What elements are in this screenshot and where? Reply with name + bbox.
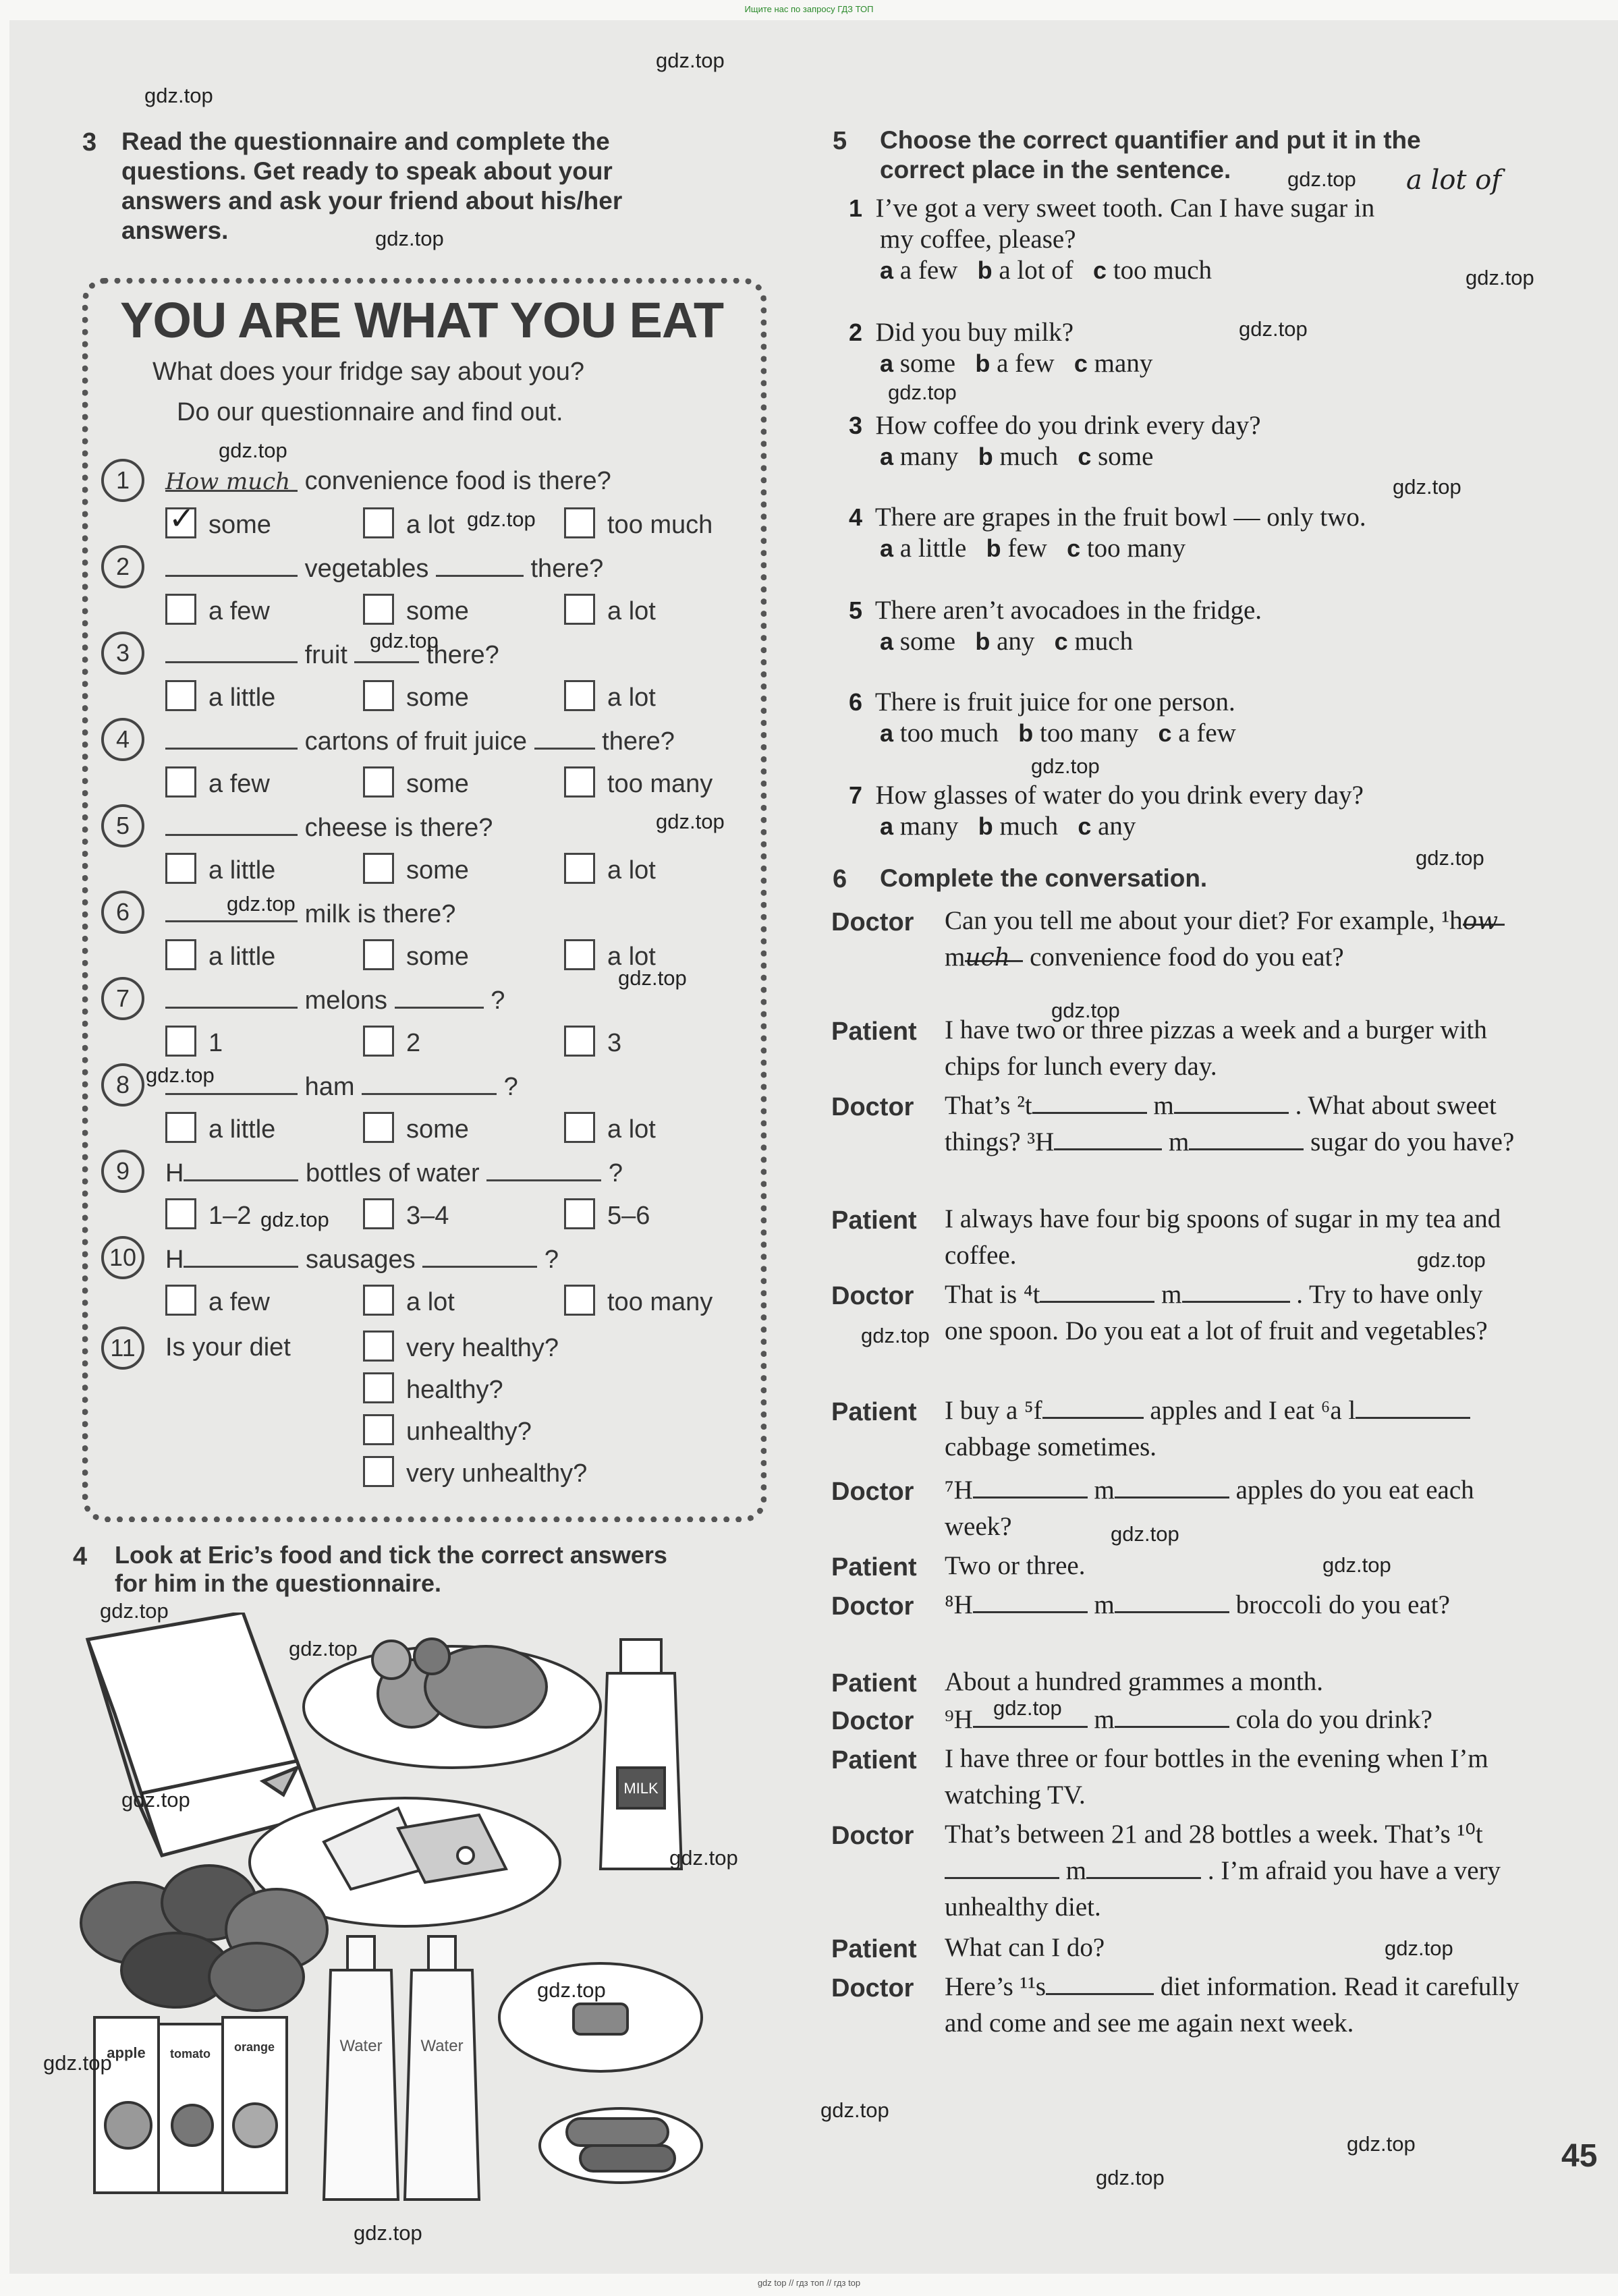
checkbox[interactable] [363, 1372, 394, 1403]
speaker-doctor: Doctor [831, 908, 914, 936]
dialogue-line-12: I have three or four bottles in the evening when I’m watching TV. [945, 1744, 1488, 1810]
questionnaire-subtitle-1: What does your fridge say about you? [152, 358, 585, 386]
question-3-blank[interactable] [165, 640, 298, 663]
watermark: gdz.top [289, 1637, 358, 1660]
checkbox[interactable] [564, 594, 595, 625]
svg-text:Water: Water [339, 2037, 383, 2055]
q10-option-3[interactable]: too many [564, 1285, 713, 1317]
dialogue-line-2: I have two or three pizzas a week and a burger with chips for lunch every day. [945, 1015, 1487, 1081]
speaker-patient: Patient [831, 1669, 917, 1698]
speaker-patient: Patient [831, 1553, 917, 1581]
checkbox[interactable] [564, 1198, 595, 1229]
checkbox[interactable] [564, 853, 595, 884]
question-10: H sausages ? [165, 1245, 559, 1274]
handwritten-answer: a lot of [1406, 165, 1502, 196]
ex5-item-7: 7 How glasses of water do you drink every day? a many b much c any [849, 781, 1364, 841]
watermark: gdz.top [1416, 846, 1484, 870]
ex5-item-3: 3 How coffee do you drink every day? a many b much c some [849, 411, 1261, 471]
checkbox[interactable] [363, 594, 394, 625]
checkbox[interactable] [165, 680, 196, 711]
watermark: gdz.top [121, 1788, 190, 1812]
checkbox[interactable] [165, 1198, 196, 1229]
q2-option-3[interactable]: a lot [564, 594, 656, 626]
checkbox[interactable] [165, 939, 196, 970]
q4-option-3[interactable]: too many [564, 766, 713, 799]
ex5-instruction: Choose the correct quantifier and put it in the correct place in the sentence. [880, 126, 1421, 184]
q3-option-1[interactable]: a little [165, 680, 275, 712]
checkbox[interactable] [165, 1285, 196, 1316]
watermark: gdz.top [100, 1599, 169, 1623]
q3-option-3[interactable]: a lot [564, 680, 656, 712]
dialogue-line-10: About a hundred grammes a month. [945, 1667, 1324, 1696]
dialogue-line-4: I always have four big spoons of sugar in my tea and coffee. [945, 1204, 1501, 1270]
watermark: gdz.top [888, 381, 957, 404]
watermark: gdz.top [1466, 266, 1534, 289]
checkbox[interactable] [165, 853, 196, 884]
watermark: gdz.top [1031, 754, 1100, 778]
svg-text:MILK: MILK [623, 1780, 659, 1797]
speaker-doctor: Doctor [831, 1592, 914, 1621]
checkbox[interactable] [564, 939, 595, 970]
dialogue-line-13: That’s between 21 and 28 bottles a week. That’s ¹⁰t m . I’m afraid you have a very unhealthy diet. [945, 1820, 1501, 1922]
question-1-number: 1 [101, 459, 144, 502]
checkbox[interactable] [363, 1026, 394, 1057]
ex5-number: 5 [833, 127, 847, 155]
dialogue-line-11: ⁹H m cola do you drink? [945, 1705, 1432, 1734]
q2-option-2[interactable]: some [363, 594, 469, 626]
bottom-note: gdz top // гдз топ // гдз top [757, 2278, 861, 2288]
watermark: gdz.top [537, 1978, 606, 2002]
speaker-patient: Patient [831, 1206, 917, 1235]
ex5-item-6: 6 There is fruit juice for one person. a too much b too many c a few [849, 688, 1236, 748]
dialogue-line-1: Can you tell me about your diet? For example, ¹how much convenience food do you eat? [945, 903, 1525, 976]
dialogue-line-14: What can I do? [945, 1933, 1105, 1962]
page-number: 45 [1561, 2138, 1598, 2174]
ex6-instruction: Complete the conversation. [880, 864, 1208, 892]
question-2-blank-2[interactable] [436, 553, 524, 577]
pizza-box-icon [88, 1613, 317, 1855]
question-8-number: 8 [101, 1063, 144, 1107]
checkbox[interactable] [165, 1112, 196, 1143]
watermark: gdz.top [861, 1324, 930, 1347]
watermark: gdz.top [1385, 1936, 1453, 1960]
watermark: gdz.top [1417, 1248, 1486, 1272]
speaker-doctor: Doctor [831, 1282, 914, 1310]
speaker-doctor: Doctor [831, 1707, 914, 1735]
q1-option-a-lot[interactable]: a lot [363, 507, 455, 540]
question-10-blank[interactable] [184, 1244, 298, 1268]
watermark: gdz.top [227, 892, 296, 916]
dialogue-line-15: Here’s ¹¹s diet information. Read it carefully and come and see me again next week. [945, 1972, 1519, 2038]
q7-option-1[interactable]: 1 [165, 1026, 223, 1058]
speaker-patient: Patient [831, 1746, 917, 1774]
ex5-item-4: 4 There are grapes in the fruit bowl — only two. a a little b few c too many [849, 503, 1366, 563]
q8-option-3[interactable]: a lot [564, 1112, 656, 1144]
question-11: Is your diet [165, 1333, 291, 1362]
q11-option-4[interactable]: very unhealthy? [363, 1456, 587, 1488]
watermark: gdz.top [1322, 1553, 1391, 1577]
question-8-blank-2[interactable] [362, 1071, 497, 1095]
watermark: gdz.top [656, 49, 725, 72]
question-2-number: 2 [101, 545, 144, 588]
checkbox[interactable] [363, 1198, 394, 1229]
watermark: gdz.top [375, 227, 444, 250]
svg-text:Water: Water [420, 2037, 464, 2055]
q4-option-2[interactable]: some [363, 766, 469, 799]
q11-option-2[interactable]: healthy? [363, 1372, 503, 1405]
question-5: cheese is there? [165, 812, 493, 843]
watermark: gdz.top [219, 439, 287, 462]
watermark: gdz.top [43, 2051, 112, 2075]
question-4: cartons of fruit juice there? [165, 726, 675, 756]
watermark: gdz.top [146, 1063, 215, 1087]
question-10-blank-2[interactable] [422, 1244, 537, 1268]
ex5-item-1: 1 I’ve got a very sweet tooth. Can I have sugar in my coffee, please? a a few b a lot of c too much [849, 194, 1375, 285]
q10-option-2[interactable]: a lot [363, 1285, 455, 1317]
q9-option-1[interactable]: 1–2 [165, 1198, 251, 1231]
questionnaire-subtitle-2: Do our questionnaire and find out. [177, 398, 563, 426]
watermark: gdz.top [467, 507, 536, 531]
checkbox[interactable] [363, 1285, 394, 1316]
watermark: gdz.top [1111, 1522, 1179, 1546]
q9-option-2[interactable]: 3–4 [363, 1198, 449, 1231]
question-1: How much convenience food is there? [165, 467, 611, 495]
q3-option-2[interactable]: some [363, 680, 469, 712]
question-5-number: 5 [101, 804, 144, 847]
checkbox[interactable] [363, 853, 394, 884]
checkbox[interactable] [165, 766, 196, 797]
watermark: gdz.top [1051, 999, 1120, 1022]
dialogue-line-8: Two or three. [945, 1551, 1086, 1580]
ex3-number: 3 [82, 128, 97, 157]
speaker-doctor: Doctor [831, 1093, 914, 1121]
watermark: gdz.top [1347, 2132, 1416, 2156]
question-5-blank[interactable] [165, 812, 298, 836]
question-3: fruit there? [165, 640, 499, 670]
watermark: gdz.top [656, 810, 725, 833]
q10-option-1[interactable]: a few [165, 1285, 270, 1317]
question-11-number: 11 [101, 1326, 144, 1370]
speaker-patient: Patient [831, 1398, 917, 1426]
tick-icon: ✓ [169, 501, 195, 536]
watermark: gdz.top [1287, 167, 1356, 191]
speaker-doctor: Doctor [831, 1974, 914, 2003]
svg-text:tomato: tomato [170, 2047, 211, 2061]
q11-option-3[interactable]: unhealthy? [363, 1414, 532, 1447]
checkbox[interactable] [363, 1331, 394, 1362]
checkbox[interactable] [564, 1026, 595, 1057]
speaker-doctor: Doctor [831, 1478, 914, 1506]
question-9: H bottles of water ? [165, 1159, 623, 1187]
q7-option-3[interactable]: 3 [564, 1026, 621, 1058]
dialogue-line-7: ⁷H m apples do you eat each week? [945, 1476, 1474, 1541]
question-2: vegetables there? [165, 553, 603, 584]
ex5-item-2: 2 Did you buy milk? a some b a few c many [849, 318, 1153, 378]
question-9-number: 9 [101, 1150, 144, 1193]
checkbox[interactable] [165, 501, 196, 538]
checkbox[interactable] [363, 1414, 394, 1445]
checkbox[interactable] [363, 1112, 394, 1143]
question-4-number: 4 [101, 718, 144, 761]
ex6-number: 6 [833, 865, 847, 893]
ex4-instruction: Look at Eric’s food and tick the correct answers for him in the questionnaire. [115, 1541, 667, 1597]
q8-option-1[interactable]: a little [165, 1112, 275, 1144]
question-10-number: 10 [101, 1236, 144, 1279]
question-6: milk is there? [165, 899, 455, 929]
checkbox[interactable] [165, 1026, 196, 1057]
q6-option-2[interactable]: some [363, 939, 469, 972]
watermark: gdz.top [370, 629, 439, 652]
milk-bottle-icon [601, 1640, 681, 1869]
q6-option-1[interactable]: a little [165, 939, 275, 972]
checkbox[interactable] [363, 507, 394, 538]
speaker-patient: Patient [831, 1935, 917, 1963]
q2-option-1[interactable]: a few [165, 594, 270, 626]
questionnaire-title: YOU ARE WHAT YOU EAT [120, 292, 724, 348]
question-7: melons ? [165, 985, 505, 1015]
sausages-icon [540, 2108, 702, 2183]
question-3-number: 3 [101, 632, 144, 675]
watermark: gdz.top [260, 1208, 329, 1231]
top-note: Ищите нас по запросу ГДЗ ТОП [744, 4, 874, 14]
q9-option-3[interactable]: 5–6 [564, 1198, 650, 1231]
checkbox[interactable] [363, 680, 394, 711]
dialogue-line-3: That’s ²t m . What about sweet things? ³H m sugar do you have? [945, 1091, 1515, 1156]
ex4-number: 4 [73, 1542, 88, 1571]
checkbox[interactable] [564, 680, 595, 711]
question-7-blank[interactable] [165, 985, 298, 1009]
q4-option-1[interactable]: a few [165, 766, 270, 799]
speaker-doctor: Doctor [831, 1822, 914, 1850]
checkbox[interactable] [564, 766, 595, 797]
watermark: gdz.top [1096, 2166, 1165, 2189]
watermark: gdz.top [354, 2221, 422, 2245]
dialogue-line-6: I buy a ⁵f apples and I eat ⁶a l cabbage sometimes. [945, 1393, 1525, 1465]
checkbox[interactable] [564, 1112, 595, 1143]
q11-option-1[interactable]: very healthy? [363, 1331, 559, 1363]
question-2-blank[interactable] [165, 553, 298, 577]
question-4-blank[interactable] [165, 726, 298, 750]
question-8: ham ? [165, 1071, 518, 1102]
watermark: gdz.top [820, 2098, 889, 2122]
svg-text:orange: orange [233, 2040, 275, 2054]
checkbox[interactable] [564, 1285, 595, 1316]
watermark: gdz.top [1239, 317, 1308, 341]
question-6-number: 6 [101, 891, 144, 934]
question-7-blank-2[interactable] [395, 985, 484, 1009]
dialogue-line-9: ⁸H m broccoli do you eat? [945, 1590, 1450, 1619]
question-1-answer[interactable]: How much [165, 468, 298, 492]
eric-food-illustration [74, 1613, 756, 2206]
watermark: gdz.top [993, 1696, 1062, 1720]
checkbox[interactable] [564, 507, 595, 538]
watermark: gdz.top [1393, 475, 1461, 499]
checkbox[interactable] [165, 594, 196, 625]
q5-option-1[interactable]: a little [165, 853, 275, 885]
q5-option-3[interactable]: a lot [564, 853, 656, 885]
question-9-blank[interactable] [184, 1158, 298, 1181]
svg-text:apple: apple [107, 2044, 146, 2061]
ex3-instruction: Read the questionnaire and complete the questions. Get ready to speak about your answers and ask your friend about his/her answers. [121, 128, 623, 244]
q7-option-2[interactable]: 2 [363, 1026, 420, 1058]
q5-option-2[interactable]: some [363, 853, 469, 885]
watermark: gdz.top [669, 1846, 738, 1870]
watermark: gdz.top [618, 966, 687, 990]
checkbox[interactable] [363, 766, 394, 797]
question-4-blank-2[interactable] [534, 726, 595, 750]
checkbox[interactable] [363, 939, 394, 970]
water-bottles-icon [324, 1936, 479, 2200]
dialogue-line-5: That is ⁴t m . Try to have only one spoon. Do you eat a lot of fruit and vegetables? [945, 1280, 1488, 1345]
q1-option-too-much[interactable]: too much [564, 507, 713, 540]
checkbox[interactable] [363, 1456, 394, 1487]
q8-option-2[interactable]: some [363, 1112, 469, 1144]
watermark: gdz.top [144, 84, 213, 107]
question-7-number: 7 [101, 977, 144, 1020]
q1-option-some[interactable]: ✓ some [165, 507, 271, 540]
juice-cartons-icon [94, 2017, 287, 2193]
question-9-blank-2[interactable] [486, 1158, 601, 1181]
speaker-patient: Patient [831, 1017, 917, 1046]
ex5-item-5: 5 There aren’t avocadoes in the fridge. a some b any c much [849, 596, 1262, 656]
q6-option-3[interactable]: a lot [564, 939, 656, 972]
